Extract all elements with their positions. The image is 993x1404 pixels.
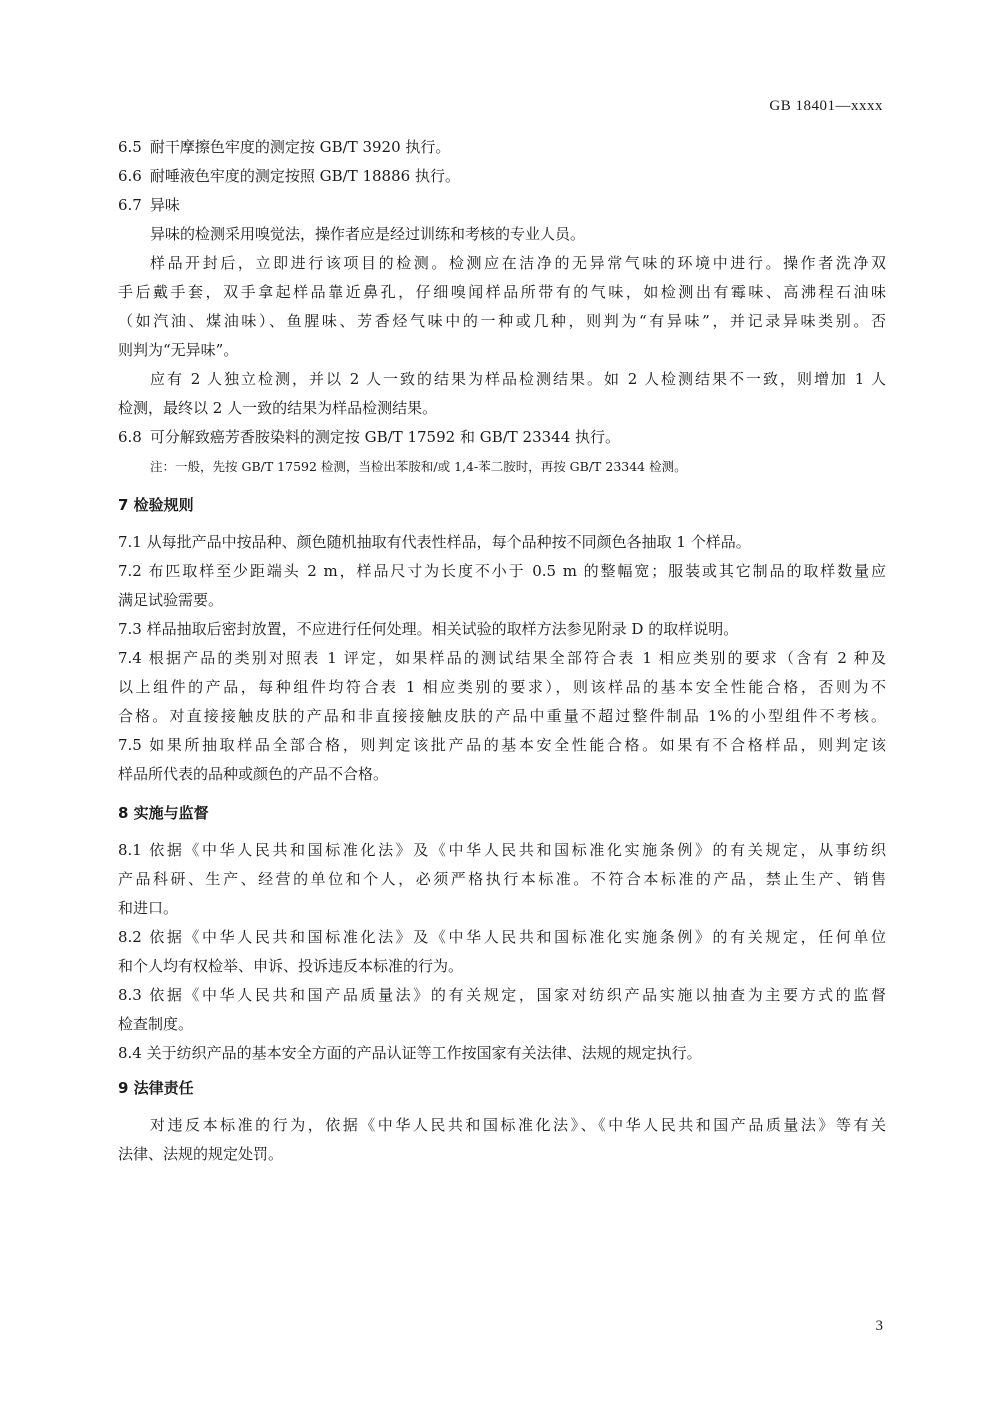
clause-number: 6.8 [118, 428, 142, 446]
paragraph-line: 法律、法规的规定处罚。 [118, 1145, 284, 1163]
clause-6-5 [118, 133, 886, 162]
clause-8-4: 8.4 关于纺织产品的基本安全方面的产品认证等工作按国家有关法律、法规的规定执行。 [118, 1044, 702, 1062]
section-heading-8: 8 实施与监督 [118, 804, 209, 822]
standard-number-header: GB 18401—xxxx [769, 98, 883, 114]
clause-text: 耐干摩擦色牢度的测定按 GB/T 3920 执行。 [149, 138, 451, 156]
clause-8-3: 8.3 依据《中华人民共和国产品质量法》的有关规定，国家对纺织产品实施以抽查为主要方式的监督 [118, 986, 886, 1004]
clause-title: 异味 [149, 196, 180, 214]
paragraph-line: 满足试验需要。 [118, 591, 224, 609]
clause-7-3: 7.3 样品抽取后密封放置，不应进行任何处理。相关试验的取样方法参见附录 D 的取样说明。 [118, 620, 739, 638]
clause-7-4: 7.4 根据产品的类别对照表 1 评定，如果样品的测试结果全部符合表 1 相应类别的要求（含有 2 种及 [118, 649, 886, 667]
clause-number: 6.5 [118, 138, 142, 156]
clause-text: 可分解致癌芳香胺染料的测定按 GB/T 17592 和 GB/T 23344 执行。 [149, 428, 621, 446]
clause-number: 6.6 [118, 167, 142, 185]
paragraph-line: 手后戴手套，双手拿起样品靠近鼻孔，仔细嗅闻样品所带有的气味，如检测出有霉味、高沸程石油味 [118, 283, 886, 301]
paragraph-line: 和进口。 [118, 899, 179, 917]
paragraph-line: 和个人均有权检举、申诉、投诉违反本标准的行为。 [118, 957, 464, 975]
section-heading-9: 9 法律责任 [118, 1079, 194, 1097]
paragraph-line: 检查制度。 [118, 1015, 194, 1033]
clause-6-7 [118, 191, 886, 220]
clause-8-1: 8.1 依据《中华人民共和国标准化法》及《中华人民共和国标准化实施条例》的有关规定，从事纺织 [118, 841, 886, 859]
paragraph-line: 合格。对直接接触皮肤的产品和非直接接触皮肤的产品中重量不超过整件制品 1%的小型组件不考核。 [118, 707, 886, 725]
paragraph-line: 异味的检测采用嗅觉法，操作者应是经过训练和考核的专业人员。 [150, 225, 586, 243]
clause-6-6 [118, 162, 886, 191]
paragraph-line: 则判为“无异味”。 [118, 341, 239, 359]
paragraph-line: 样品所代表的品种或颜色的产品不合格。 [118, 765, 389, 783]
clause-7-2: 7.2 布匹取样至少距端头 2 m，样品尺寸为长度不小于 0.5 m 的整幅宽；服装或其它制品的取样数量应 [118, 562, 886, 580]
clause-6-8 [118, 423, 886, 452]
clause-text: 耐唾液色牢度的测定按照 GB/T 18886 执行。 [149, 167, 460, 185]
clause-number: 6.7 [118, 196, 142, 214]
paragraph-line: 以上组件的产品，每种组件均符合表 1 相应类别的要求），则该样品的基本安全性能合格，否则为不 [118, 678, 886, 696]
paragraph-line: （如汽油、煤油味）、鱼腥味、芳香烃气味中的一种或几种，则判为“有异味”，并记录异味类别。否 [118, 312, 886, 330]
paragraph-line: 检测，最终以 2 人一致的结果为样品检测结果。 [118, 399, 438, 417]
paragraph-line: 样品开封后，立即进行该项目的检测。检测应在洁净的无异常气味的环境中进行。操作者洗净双 [150, 254, 886, 272]
paragraph-line: 对违反本标准的行为，依据《中华人民共和国标准化法》、《中华人民共和国产品质量法》等有关 [150, 1116, 886, 1134]
page-number: 3 [875, 1318, 883, 1334]
note: 注：一般，先按 GB/T 17592 检测，当检出苯胺和/或 1,4-苯二胺时，再按 GB/T 23344 检测。 [150, 459, 687, 474]
clause-7-1: 7.1 从每批产品中按品种、颜色随机抽取有代表性样品，每个品种按不同颜色各抽取 1 个样品。 [118, 533, 751, 551]
paragraph-line: 产品科研、生产、经营的单位和个人，必须严格执行本标准。不符合本标准的产品，禁止生产、销售 [118, 870, 886, 888]
paragraph-line: 应有 2 人独立检测，并以 2 人一致的结果为样品检测结果。如 2 人检测结果不一致，则增加 1 人 [150, 370, 886, 388]
clause-7-5: 7.5 如果所抽取样品全部合格，则判定该批产品的基本安全性能合格。如果有不合格样品，则判定该 [118, 736, 886, 754]
document-body [118, 133, 886, 1169]
section-heading-7: 7 检验规则 [118, 496, 194, 514]
clause-8-2: 8.2 依据《中华人民共和国标准化法》及《中华人民共和国标准化实施条例》的有关规定，任何单位 [118, 928, 886, 946]
